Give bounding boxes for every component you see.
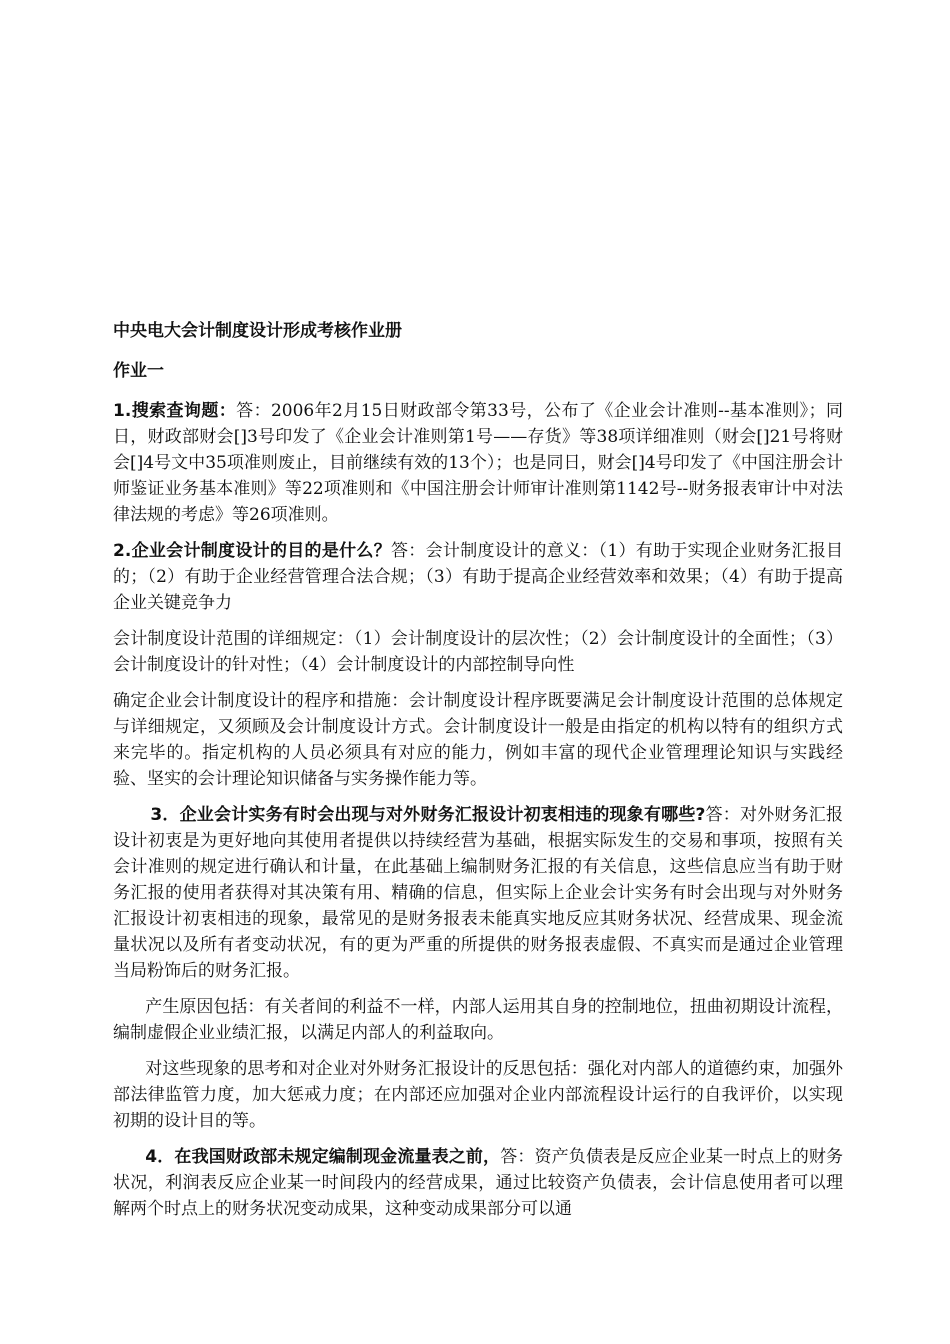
question-3 xyxy=(113,802,843,984)
question-3-label: 3．企业会计实务有时会出现与对外财务汇报设计初衷相违的现象有哪些? xyxy=(150,805,706,825)
document-page xyxy=(113,318,843,1222)
question-2-paragraph-2: 会计制度设计范围的详细规定：（1）会计制度设计的层次性；（2）会计制度设计的全面性；（3）会计制度设计的针对性；（4）会计制度设计的内部控制导向性 xyxy=(113,629,843,675)
question-2-answer: 答：会计制度设计的意义：（1）有助于实现企业财务汇报目的；（2）有助于企业经营管理合法合规；（3）有助于提高企业经营效率和效果；（4）有助于提高企业关键竞争力 xyxy=(113,541,843,613)
question-2-paragraph-3: 确定企业会计制度设计的程序和措施：会计制度设计程序既要满足会计制度设计范围的总体规定与详细规定，又须顾及会计制度设计方式。会计制度设计一般是由指定的机构以特有的组织方式来完毕的。指定机构的人员必须具有对应的能力，例如丰富的现代企业管理理论知识与实践经验、坚实的会计理论知识储备与实务操作能力等。 xyxy=(113,691,843,789)
question-1-answer: 答：2006年2月15日财政部令第33号，公布了《企业会计准则--基本准则》；同日，财政部财会[]3号印发了《企业会计准则第1号——存货》等38项详细准则（财会[]21号将财会[]4号文中35项准则废止，目前继续有效的13个）；也是同日，财会[]4号印发了《中国注册会计师鉴证业务基本准则》等22项准则和《中国注册会计师审计准则第1142号--财务报表审计中对法律法规的考虑》等26项准则。 xyxy=(113,401,843,525)
section-heading: 作业一 xyxy=(113,361,164,381)
question-1 xyxy=(113,398,843,528)
question-3-paragraph-3: 对这些现象的思考和对企业对外财务汇报设计的反思包括：强化对内部人的道德约束，加强外部法律监管力度，加大惩戒力度；在内部还应加强对企业内部流程设计运行的自我评价，以实现初期的设计目的等。 xyxy=(113,1059,843,1131)
question-3-answer: 答：对外财务汇报设计初衷是为更好地向其使用者提供以持续经营为基础，根据实际发生的交易和事项，按照有关会计准则的规定进行确认和计量，在此基础上编制财务汇报的有关信息，这些信息应当有助于财务汇报的使用者获得对其决策有用、精确的信息，但实际上企业会计实务有时会出现与对外财务汇报设计初衷相违的现象，最常见的是财务报表未能真实地反应其财务状况、经营成果、现金流量状况以及所有者变动状况，有的更为严重的所提供的财务报表虚假、不真实而是通过企业管理当局粉饰后的财务汇报。 xyxy=(113,805,843,981)
question-4-label: 4．在我国财政部未规定编制现金流量表之前， xyxy=(145,1147,501,1167)
question-2-label: 2.企业会计制度设计的目的是什么？ xyxy=(113,541,392,561)
document-title: 中央电大会计制度设计形成考核作业册 xyxy=(113,321,402,341)
question-1-label: 1.搜索查询题： xyxy=(113,401,237,421)
question-4-answer: 答：资产负债表是反应企业某一时点上的财务状况，利润表反应企业某一时间段内的经营成果，通过比较资产负债表，会计信息使用者可以理解两个时点上的财务状况变动成果，这种变动成果部分可以通 xyxy=(113,1147,844,1219)
question-4 xyxy=(113,1144,843,1222)
question-3-paragraph-2: 产生原因包括：有关者间的利益不一样，内部人运用其自身的控制地位，扭曲初期设计流程，编制虚假企业业绩汇报，以满足内部人的利益取向。 xyxy=(113,997,843,1043)
question-2 xyxy=(113,538,843,616)
